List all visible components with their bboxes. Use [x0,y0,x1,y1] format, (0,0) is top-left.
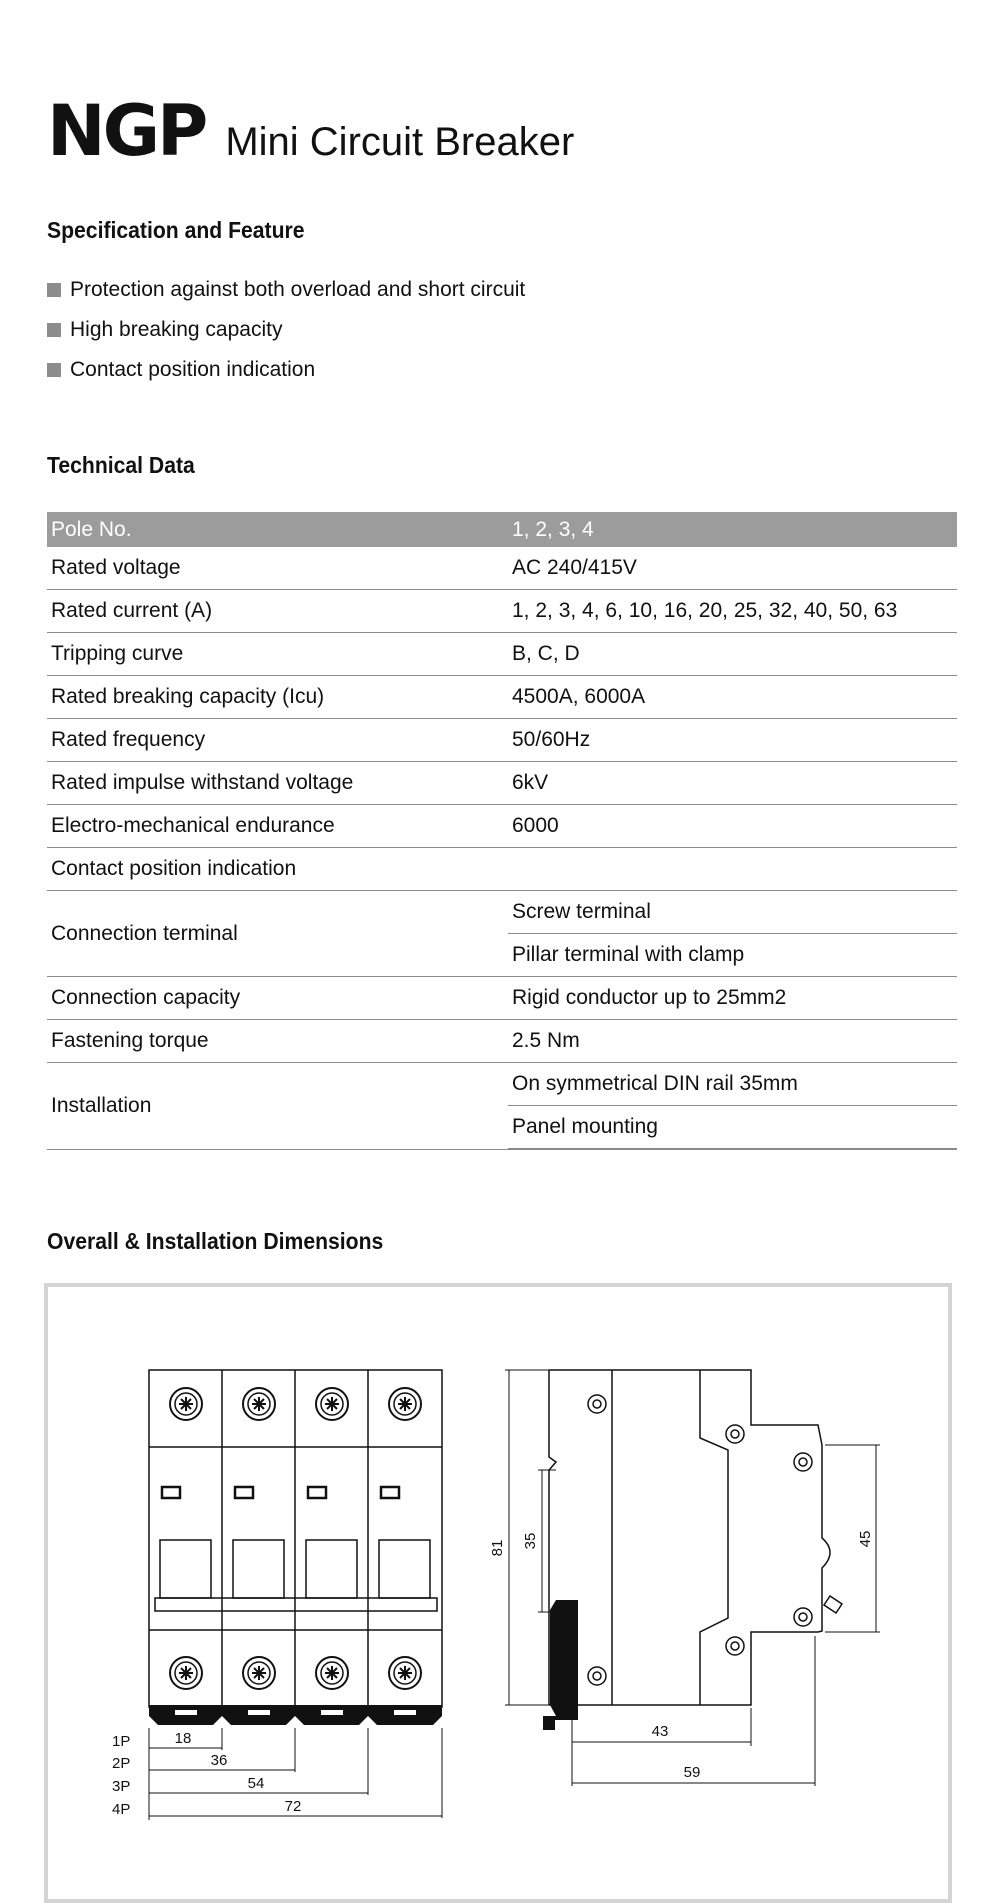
dimension-value: 72 [284,1798,302,1815]
table-row: Rated current (A) 1, 2, 3, 4, 6, 10, 16, 20, 25, 32, 40, 50, 63 [47,590,957,633]
table-row: Pillar terminal with clamp [47,934,957,977]
table-row: Fastening torque 2.5 Nm [47,1020,957,1063]
table-row: Installation On symmetrical DIN rail 35mm [47,1063,957,1106]
dimension-value: 43 [651,1723,669,1740]
pole-label: 2P [112,1755,131,1772]
table-row: Rated frequency 50/60Hz [47,719,957,762]
dimensions-heading: Overall & Installation Dimensions [47,1228,384,1254]
dimension-value: 54 [247,1775,265,1792]
table-row: Rated voltage AC 240/415V [47,547,957,590]
side-screw-icons [588,1395,842,1685]
dimension-value: 18 [174,1730,192,1747]
pole-label: 1P [112,1733,131,1750]
dimension-value: 81 [489,1539,506,1557]
side-view-drawing [549,1370,830,1705]
pole-label: 3P [112,1778,131,1795]
dimension-value: 45 [857,1530,874,1548]
feature-item: High breaking capacity [47,310,525,350]
table-row: Panel mounting [47,1106,957,1150]
brand-logo: NGP [47,90,206,172]
technical-heading: Technical Data [47,452,195,478]
features-heading: Specification and Feature [47,217,305,243]
table-row: Connection terminal Screw terminal [47,891,957,934]
table-row: Tripping curve B, C, D [47,633,957,676]
table-row: Rated breaking capacity (Icu) 4500A, 6000A [47,676,957,719]
feature-item: Protection against both overload and short circuit [47,270,525,310]
table-row: Contact position indication [47,848,957,891]
side-dimension-lines [505,1370,880,1786]
table-row: Connection capacity Rigid conductor up to 25mm2 [47,977,957,1020]
product-subtitle: Mini Circuit Breaker [225,120,575,164]
dimension-value: 59 [683,1764,701,1781]
table-row: Electro-mechanical endurance 6000 [47,805,957,848]
header-cell: 1, 2, 3, 4 [508,512,957,547]
table-row: Rated impulse withstand voltage 6kV [47,762,957,805]
pole-labels [112,1733,130,1818]
header-cell: Pole No. [47,512,508,547]
front-view-drawing [149,1370,442,1707]
feature-item: Contact position indication [47,350,525,390]
width-values [175,1730,302,1815]
side-dimension-values [489,1531,874,1781]
pole-label: 4P [112,1801,131,1818]
dimension-value: 36 [210,1752,228,1769]
dimension-value: 35 [522,1532,539,1550]
